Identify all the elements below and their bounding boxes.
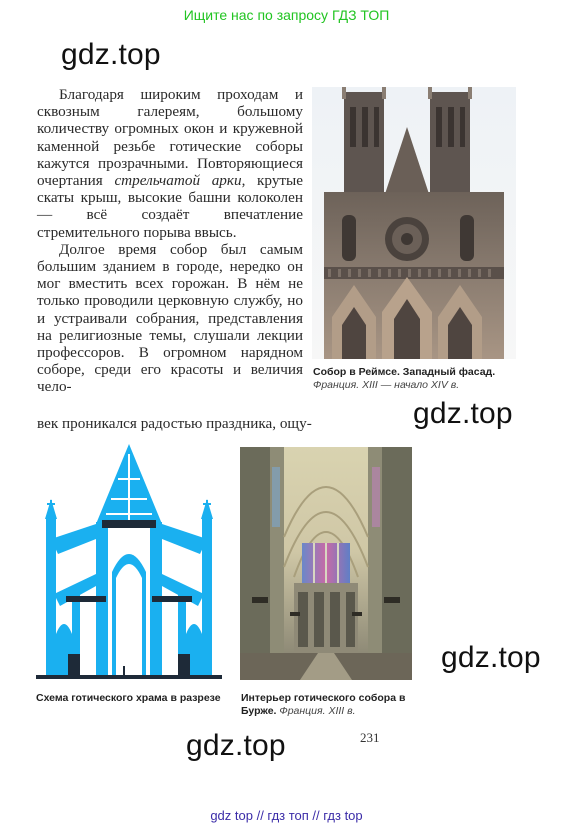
paragraph-2-tail: век проникался радостью праздника, ощу-: [37, 415, 312, 432]
page-number: 231: [360, 730, 380, 745]
watermark: gdz.top: [441, 641, 541, 674]
main-text: [37, 86, 303, 396]
bourges-interior-photo: [240, 447, 412, 680]
gothic-cross-section-diagram: [36, 444, 222, 680]
reims-cathedral-photo: [312, 87, 516, 359]
caption-scheme: Схема готического храма в разрезе: [36, 692, 221, 704]
caption-reims: Собор в Реймсе. Западный фасад. Франция. XIII — начало XIV в.: [313, 366, 496, 391]
footer-links[interactable]: gdz top // гдз топ // гдз top: [210, 808, 363, 823]
paragraph-1: Благодаря широким проходам и сквозным галереям, большому количеству огромных окон и кружевной каменной резьбе готические соборы кажутся прозрачными. Повторяющиеся очертания стрельчатой арки, крутые скаты крыш, высокие башни колоколен — всё создаёт впечатление стремительного порыва ввысь.: [37, 86, 303, 241]
paragraph-2: Долгое время собор был самым большим зданием в городе, нередко он мог вместить всех горожан. В нём не только проводили церковную службу, но и устраивали собрания, представления на религиозные темы, слушали лекции профессоров. В огромном нарядном соборе, среди его красоты и величия чело-: [37, 240, 303, 396]
watermark: gdz.top: [413, 397, 513, 430]
caption-bourges: Интерьер готического собора в Бурже. Франция. XIII в.: [241, 692, 406, 717]
watermark: gdz.top: [61, 38, 161, 71]
top-banner[interactable]: Ищите нас по запросу ГДЗ ТОП: [183, 7, 390, 23]
watermark: gdz.top: [186, 729, 286, 762]
